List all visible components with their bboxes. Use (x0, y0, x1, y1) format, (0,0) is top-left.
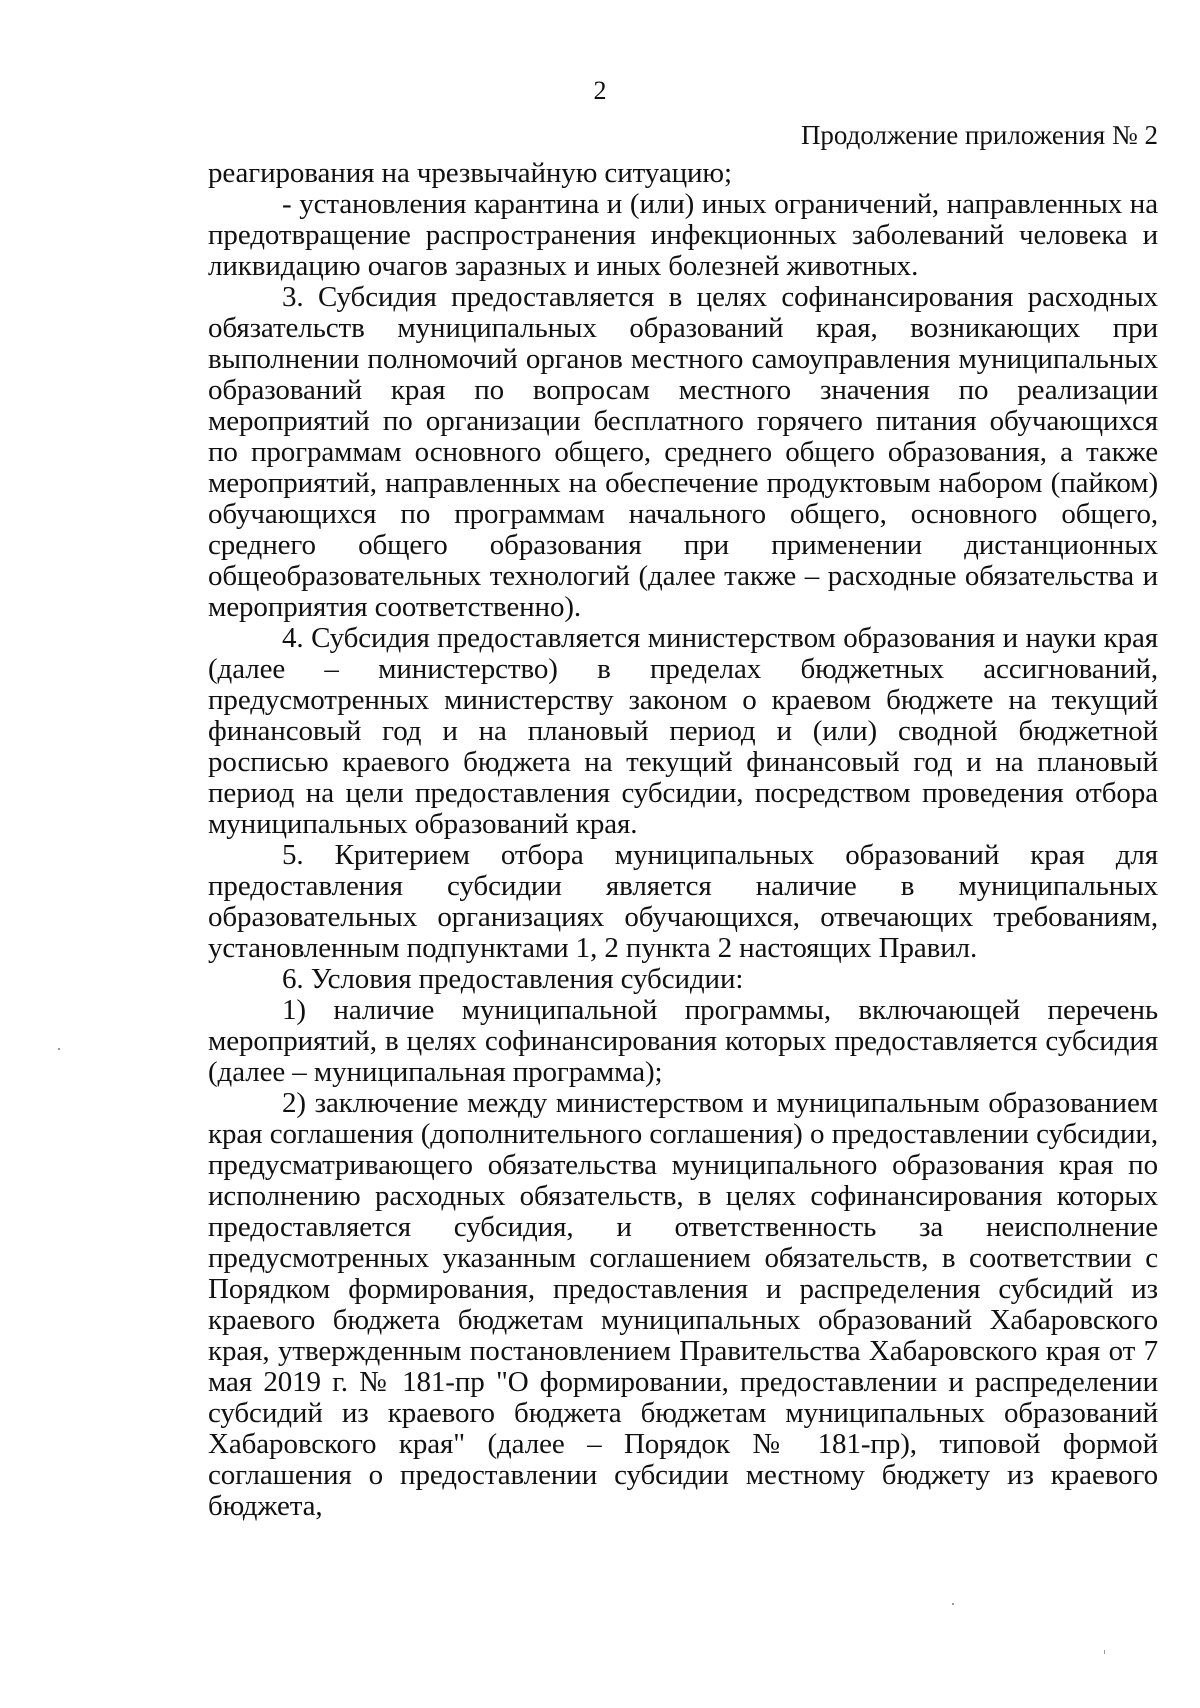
appendix-continuation-note: Продолжение приложения № 2 (800, 120, 1158, 150)
paragraph: 3. Субсидия предоставляется в целях софинансирования расходных обязательств муниципальных образований края, возникающих при выполнении полномочий органов местного самоуправления муниципальных образований края по вопросам местного значения по реализации мероприятий по организации бесплатного горячего питания обучающихся по программам основного общего, среднего общего образования, а также мероприятий, направленных на обеспечение продуктовым набором (пайком) обучающихся по программам начального общего, основного общего, среднего общего образования при применении дистанционных общеобразовательных технологий (далее также – расходные обязательства и мероприятия соответственно). (208, 281, 1158, 623)
paragraph: 5. Критерием отбора муниципальных образований края для предоставления субсидии является наличие в муниципальных образовательных организациях обучающихся, отвечающих требованиям, установленным подпунктами 1, 2 пункта 2 настоящих Правил. (208, 839, 1158, 964)
scan-speck (1104, 1650, 1105, 1654)
paragraph: 1) наличие муниципальной программы, включающей перечень мероприятий, в целях софинансирования которых предоставляется субсидия (далее – муниципальная программа); (208, 994, 1158, 1088)
paragraph: 6. Условия предоставления субсидии: (282, 963, 744, 995)
paragraph: реагирования на чрезвычайную ситуацию; (208, 157, 732, 189)
paragraph: 2) заключение между министерством и муниципальным образованием края соглашения (дополнительного соглашения) о предоставлении субсидии, предусматривающего обязательства муниципального образования края по исполнению расходных обязательств, в целях софинансирования которых предоставляется субсидия, и ответственность за неисполнение предусмотренных указанным соглашением обязательств, в соответствии с Порядком формирования, предоставления и распределения субсидий из краевого бюджета бюджетам муниципальных образований Хабаровского края, утвержденным постановлением Правительства Хабаровского края от 7 мая 2019 г. № 181-пр "О формировании, предоставлении и распределении субсидий из краевого бюджета бюджетам муниципальных образований Хабаровского края" (далее – Порядок № 181-пр), типовой формой соглашения о предоставлении субсидии местному бюджету из краевого бюджета, (208, 1087, 1158, 1522)
scan-speck (952, 1603, 954, 1605)
document-body (208, 158, 1158, 1522)
page-number: 2 (593, 76, 607, 105)
paragraph: 4. Субсидия предоставляется министерством образования и науки края (далее – министерство) в пределах бюджетных ассигнований, предусмотренных министерству законом о краевом бюджете на текущий финансовый год и на плановый период и (или) сводной бюджетной росписью краевого бюджета на текущий финансовый год и на плановый период на цели предоставления субсидии, посредством проведения отбора муниципальных образований края. (208, 622, 1158, 840)
scan-speck (58, 1048, 60, 1050)
paragraph: - установления карантина и (или) иных ограничений, направленных на предотвращение распространения инфекционных заболеваний человека и ликвидацию очагов заразных и иных болезней животных. (208, 188, 1158, 282)
